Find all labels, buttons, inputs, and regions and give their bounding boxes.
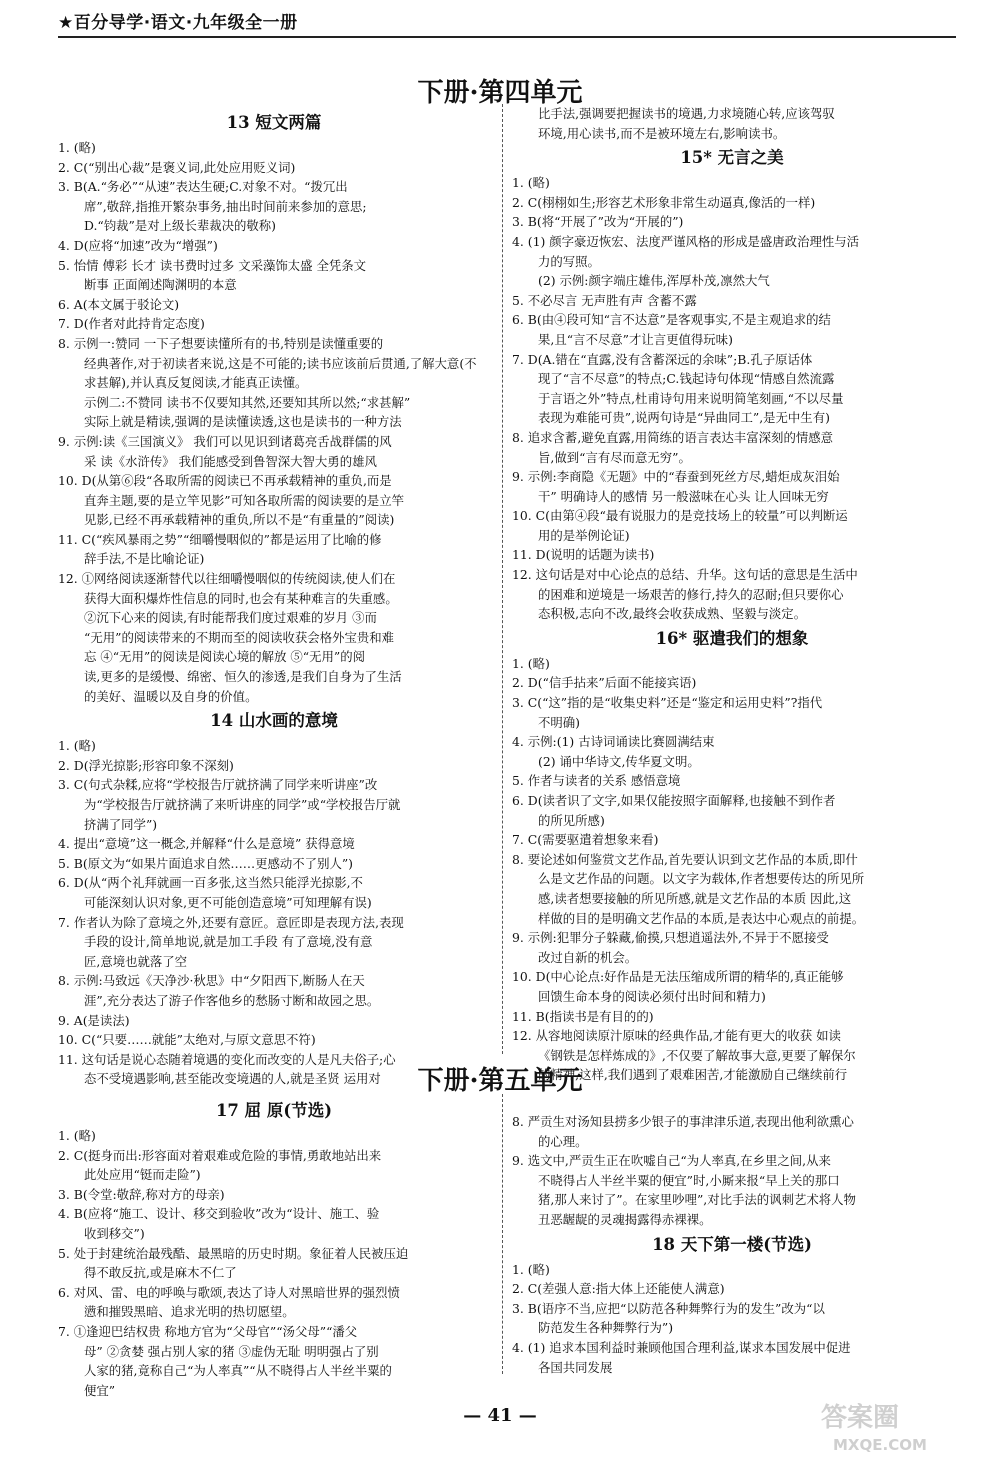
answer-line: 环境,用心读书,而不是被环境左右,影响读书。: [538, 125, 786, 141]
answer-line: 7. C(需要驱遣着想象来看): [512, 832, 659, 848]
answer-line: 6. B(由④段可知“言不达意”是客观事实,不是主观追求的结: [512, 312, 831, 328]
answer-line: 防范发生各种舞弊行为”): [538, 1320, 674, 1336]
answer-line: 9. 选文中,严贡生正在吹嘘自己“为人率真,在乡里之间,从来: [512, 1153, 831, 1169]
answer-line: 母” ②贪婪 强占别人家的猪 ③虚伪无耻 明明强占了别: [84, 1343, 379, 1359]
answer-line: 9. 示例:犯罪分子躲藏,偷摸,只想逍遥法外,不异于不愿接受: [512, 930, 829, 946]
answer-line: 1. (略): [58, 1128, 96, 1143]
answer-line: 现了“言不尽意”的特点;C.钱起诗句体现“情感自然流露: [538, 371, 835, 387]
answer-line: 2. D(“信手拈来”后面不能接宾语): [512, 675, 697, 691]
answer-line: 11. 这句话是说心态随着境遇的变化而改变的人是凡夫俗子;心: [58, 1051, 396, 1067]
answer-line: 匠,意境也就落了空: [84, 953, 188, 969]
answer-line: 12. 这句话是对中心论点的总结、升华。这句话的意思是生活中: [512, 567, 858, 583]
answer-line: 2. C(“别出心裁”是褒义词,此处应用贬义词): [58, 159, 296, 175]
answer-line: 各国共同发展: [538, 1359, 613, 1375]
answer-line: 见影,已经不再承载精神的重负,所以不是“有重量的”阅读): [84, 512, 395, 528]
answer-line: 可能深刻认识对象,更不可能创造意境”可知理解有误): [84, 894, 372, 910]
answer-line: 7. ①逢迎巴结权贵 称地方官为“父母官”“汤父母”“潘父: [58, 1323, 358, 1339]
lesson-title: 16* 驱遣我们的想象: [655, 628, 809, 648]
unit5-title: 下册·第五单元: [417, 1066, 583, 1096]
answer-line: 的心理。: [538, 1133, 588, 1149]
answer-line: 收到移交”): [84, 1225, 145, 1241]
watermark-bottom: MXQE.COM: [833, 1436, 927, 1454]
watermark-top: 答案圈: [821, 1403, 900, 1433]
answer-line: 4. 提出“意境”这一概念,并解释“什么是意境” 获得意境: [58, 836, 355, 852]
answer-line: 表现为难能可贵”,说两句诗是“异曲同工”,是无中生有): [538, 410, 830, 426]
answer-line: 态积极,志向不改,最终会收获成熟、坚毅与淡定。: [538, 606, 807, 622]
answer-line: 5. 作者与读者的关系 感悟意境: [512, 773, 681, 789]
answer-line: 4. (1) 追求本国利益时兼顾他国合理利益,谋求本国发展中促进: [512, 1339, 851, 1355]
answer-line: 10. C(由第④段“最有说服力的是竞技场上的较量”可以判断运: [512, 508, 848, 524]
lesson-title: 18 天下第一楼(节选): [652, 1234, 812, 1254]
answer-line: 《钢铁是怎样炼成的》,不仅要了解故事大意,更要了解保尔: [538, 1047, 856, 1063]
answer-line: 示例二:不赞同 读书不仅要知其然,还要知其所以然;“求甚解”: [84, 394, 411, 410]
answer-line: 7. D(A.错在“直露,没有含蓄深远的余味”;B.孔子原话体: [512, 351, 813, 367]
answer-line: 求甚解),并认真反复阅读,才能真正读懂。: [84, 375, 308, 391]
answer-line: 1. (略): [58, 140, 96, 155]
answer-line: 2. D(浮光掠影;形容印象不深刻): [58, 757, 234, 773]
answer-line: 5. 不必尽言 无声胜有声 含蓄不露: [512, 292, 697, 308]
answer-line: 读,更多的是缓慢、绵密、恒久的渗透,是我们自身为了生活: [84, 669, 402, 685]
answer-line: 2. C(栩栩如生;形容艺术形象非常生动逼真,像活的一样): [512, 194, 816, 210]
column-divider: [502, 104, 503, 1054]
answer-line: 2. C(挺身而出:形容面对着艰难或危险的事情,勇敢地站出来: [58, 1147, 382, 1163]
answer-line: (2) 示例:颜字端庄雄伟,浑厚朴茂,凛然大气: [538, 273, 770, 289]
answer-line: 此处应用“铤而走险”): [84, 1167, 201, 1183]
answer-line: 6. 对风、雷、电的呼唤与歌颂,表达了诗人对黑暗世界的强烈愤: [58, 1284, 400, 1300]
answer-line: 6. A(本文属于驳论文): [58, 296, 180, 312]
answer-line: 8. 示例:马致远《天净沙·秋思》中“夕阳西下,断肠人在天: [58, 973, 365, 989]
answer-line: 猪,那人来讨了”。在家里吵哩”,对比手法的讽刺艺术将人物: [538, 1192, 856, 1208]
answer-line: ②沉下心来的阅读,有时能帮我们度过艰难的岁月 ③而: [84, 610, 377, 626]
answer-line: 改过自新的机会。: [538, 949, 638, 965]
answer-line: 2. C(差强人意:指大体上还能使人满意): [512, 1281, 725, 1297]
column-right-lower: [512, 1112, 952, 1377]
answer-line: 经典著作,对于初读者来说,这是不可能的;读书应该前后贯通,了解大意(不: [84, 355, 477, 371]
watermark-logo: [811, 1400, 986, 1456]
answer-line: 得不敢反抗,或是麻木不仁了: [84, 1265, 237, 1281]
lesson-title: 13 短文两篇: [226, 113, 322, 132]
answer-line: 回馈生命本身的阅读必须付出时间和精力): [538, 988, 766, 1004]
answer-line: 10. D(从第⑥段“各取所需的阅读已不再承载精神的重负,而是: [58, 473, 392, 489]
answer-line: 3. B(令堂:敬辞,称对方的母亲): [58, 1186, 225, 1202]
answer-line: 丑恶龌龊的灵魂揭露得赤裸裸。: [538, 1211, 712, 1227]
answer-line: 3. B(A.“务必”“从速”表达生硬;C.对象不对。“拨冗出: [58, 179, 348, 195]
answer-line: 席”,敬辞,指推开繁杂事务,抽出时间前来参加的意思;: [84, 198, 367, 214]
answer-line: 人家的猪,竟称自己“为人率真”“从不晓得占人半丝半粟的: [84, 1363, 392, 1379]
answer-line: 的美好、温暖以及自身的价值。: [84, 688, 258, 704]
answer-line: 9. A(是读法): [58, 1012, 130, 1028]
answer-line: 么是文艺作品的问题。以文字为载体,作者想要传达的所见所: [538, 871, 865, 887]
answer-line: 10. C(“只要……就能”太绝对,与原文意思不符): [58, 1032, 316, 1048]
answer-line: 8. 追求含蓄,避免直露,用简练的语言表达丰富深刻的情感意: [512, 429, 834, 445]
answer-line: 12. 从容地阅读原汁原味的经典作品,才能有更大的收获 如读: [512, 1028, 841, 1044]
answer-line: 12. ①网络阅读逐渐替代以往细嚼慢咽似的传统阅读,使人们在: [58, 571, 396, 587]
answer-line: 比手法,强调要把握读书的境遇,力求境随心转,应该驾驭: [538, 106, 835, 121]
answer-line: 力的写照。: [538, 253, 600, 269]
answer-line: 感,读者想要接触的所见所感,就是文艺作品的本质 因此,这: [538, 890, 852, 906]
answer-line: 断事 正面阐述陶渊明的本意: [84, 277, 237, 293]
answer-line: D.“钧裁”是对上级长辈裁决的敬称): [84, 218, 277, 234]
header-rule: [58, 36, 956, 38]
answer-line: 便宜”: [84, 1382, 116, 1398]
answer-line: 8. 示例一:赞同 一下子想要读懂所有的书,特别是读懂重要的: [58, 335, 384, 351]
answer-line: 7. D(作者对此持肯定态度): [58, 316, 205, 332]
answer-line: 为“学校报告厅就挤满了来听讲座的同学”或“学校报告厅就: [84, 797, 401, 812]
column-divider-lower: [502, 1094, 503, 1374]
answer-line: 11. D(说明的话题为读书): [512, 547, 655, 563]
unit4-title: 下册·第四单元: [417, 78, 583, 108]
answer-line: 干” 明确诗人的感情 另一般滋味在心头 让人回味无穷: [538, 488, 829, 504]
answer-line: 10. D(中心论点:好作品是无法压缩成所谓的精华的,真正能够: [512, 969, 844, 985]
column-right-upper: [512, 104, 952, 1085]
answer-line: 4. B(应将“施工、设计、移交到验收”改为“设计、施工、验: [58, 1206, 380, 1222]
answer-line: 的所见所感): [538, 812, 605, 828]
answer-line: 5. 处于封建统治最残酷、最黑暗的历史时期。象征着人民被压迫: [58, 1245, 409, 1261]
answer-line: 的困难和逆境是一场艰苦的修行,持久的忍耐;但只要你心: [538, 586, 844, 602]
answer-line: 采 读《水浒传》 我们能感受到鲁智深大智大勇的雄风: [84, 453, 377, 469]
answer-line: 1. (略): [512, 175, 550, 191]
answer-line: 样做的目的是明确文艺作品的本质,是表达中心观点的前提。: [538, 910, 865, 926]
lesson-title: 17 屈 原(节选): [215, 1101, 333, 1120]
answer-line: 于言语之外”特点,杜甫诗句用来说明简笔刻画,“不以尽量: [538, 390, 844, 406]
answer-line: 11. C(“疾风暴雨之势”“细嚼慢咽似的”都是运用了比喻的修: [58, 531, 382, 547]
answer-line: 3. C(“这”指的是“收集史料”还是“鉴定和运用史料”?指代: [512, 695, 823, 711]
answer-line: 9. 示例:李商隐《无题》中的“春蚕到死丝方尽,蜡炬成灰泪始: [512, 469, 840, 485]
answer-line: 不晓得占人半丝半粟的便宜”时,小厮来报“早上关的那口: [538, 1172, 840, 1188]
answer-line: 11. B(指读书是有目的的): [512, 1008, 654, 1024]
answer-line: 5. B(原文为“如果片面追求自然……更感动不了别人”): [58, 855, 354, 871]
lesson-title: 14 山水画的意境: [210, 711, 338, 731]
answer-line: 5. 怡情 傅彩 长才 读书费时过多 文采藻饰太盛 全凭条文: [58, 257, 367, 273]
answer-line: 1. (略): [512, 1261, 550, 1277]
answer-line: 获得大面积爆炸性信息的同时,也会有某种难言的失重感。: [84, 590, 398, 606]
page-number: — 41 —: [463, 1405, 537, 1426]
answer-line: 挤满了同学”): [84, 816, 158, 832]
answer-line: 1. (略): [512, 655, 550, 671]
answer-line: 懑和摧毁黑暗、追求光明的热切愿望。: [84, 1304, 295, 1320]
lesson-title: 15* 无言之美: [680, 148, 784, 168]
answer-line: 旨,做到“言有尽而意无穷”。: [538, 449, 691, 465]
answer-line: 1. (略): [58, 738, 96, 754]
answer-line: 涯”,充分表达了游子作客他乡的愁肠寸断和故园之思。: [84, 992, 380, 1008]
answer-line: 3. B(将“开展了”改为“开展的”): [512, 214, 684, 230]
answer-line: 8. 严贡生对汤知县捞多少银子的事津津乐道,表现出他利欲熏心: [512, 1114, 854, 1129]
answer-line: 7. 作者认为除了意境之外,还要有意匠。意匠即是表现方法,表现: [58, 914, 404, 930]
answer-line: 果,且“言不尽意”才让言更值得玩味): [538, 331, 733, 347]
answer-line: 手段的设计,简单地说,就是加工手段 有了意境,没有意: [84, 934, 373, 950]
answer-line: 4. D(应将“加速”改为“增强”): [58, 237, 218, 253]
answer-line: 辞手法,不是比喻论证): [84, 551, 205, 567]
answer-line: 的精神,这样,我们遇到了艰难困苦,才能激励自己继续前行: [538, 1067, 848, 1083]
answer-line: 用的是举例论证): [538, 527, 630, 543]
answer-line: 3. B(语序不当,应把“以防范各种舞弊行为的发生”改为“以: [512, 1300, 825, 1316]
answer-line: 6. D(读者识了文字,如果仅能按照字面解释,也接触不到作者: [512, 793, 836, 808]
answer-line: 直奔主题,要的是立竿见影”可知各取所需的阅读要的是立竿: [84, 492, 405, 508]
answer-line: 9. 示例:读《三国演义》 我们可以见识到诸葛亮舌战群儒的风: [58, 433, 392, 449]
answer-line: (2) 诵中华诗文,传华夏文明。: [538, 753, 700, 769]
answer-line: 8. 要论述如何鉴赏文艺作品,首先要认识到文艺作品的本质,即什: [512, 851, 858, 867]
column-left-lower: [58, 1096, 490, 1400]
answer-line: 态不受境遇影响,甚至能改变境遇的人,就是圣贤 运用对: [84, 1071, 381, 1087]
answer-line: 忘 ④“无用”的阅读是阅读心境的解放 ⑤“无用”的阅: [84, 649, 366, 665]
book-header: ★百分导学·语文·九年级全一册: [58, 13, 298, 33]
answer-line: 4. (1) 颜字豪迈恢宏、法度严谨风格的形成是盛唐政治理性与活: [512, 233, 860, 249]
answer-line: 不明确): [538, 714, 581, 730]
column-left-upper: [58, 108, 490, 1089]
answer-line: 实际上就是精读,强调的是读懂读透,这也是读书的一种方法: [84, 414, 402, 430]
answer-line: 4. 示例:(1) 古诗词诵读比赛圆满结束: [512, 734, 715, 750]
answer-line: “无用”的阅读带来的不期而至的阅读收获会格外宝贵和难: [84, 629, 395, 645]
answer-line: 3. C(句式杂糅,应将“学校报告厅就挤满了同学来听讲座”改: [58, 777, 378, 793]
answer-line: 6. D(从“两个礼拜就画一百多张,这当然只能浮光掠影,不: [58, 875, 363, 891]
